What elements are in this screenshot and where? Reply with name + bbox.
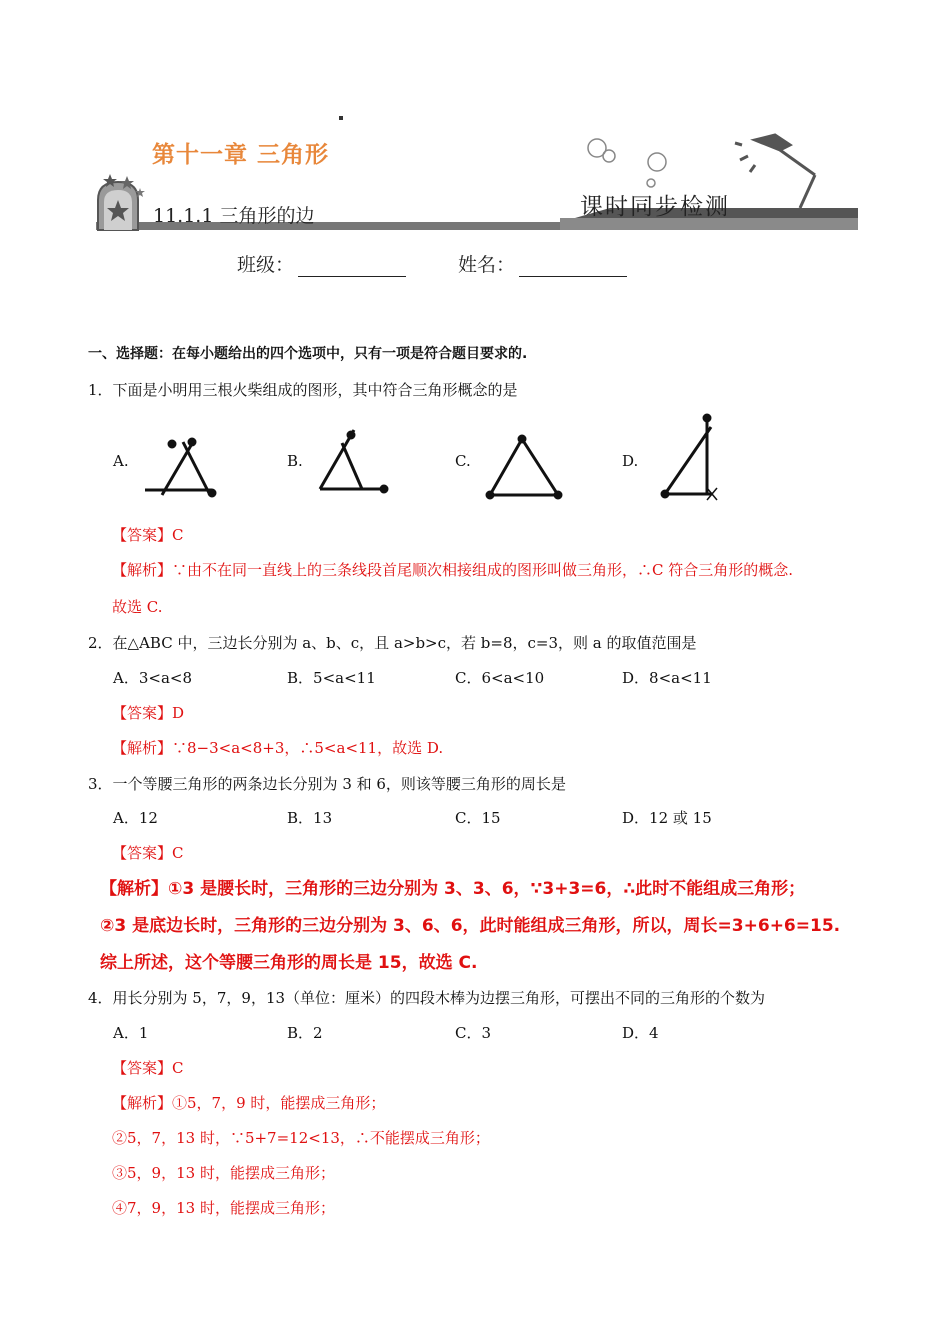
q3-option-a: A．12 <box>113 809 158 827</box>
q1-option-c: C. <box>455 452 471 470</box>
header-banner <box>0 0 950 240</box>
figure-d <box>655 412 725 504</box>
q4-explanation-2: ②5，7，13 时，∵5+7=12<13，∴不能摆成三角形； <box>112 1129 490 1147</box>
q1-answer: 【答案】C <box>112 526 184 544</box>
student-info <box>237 250 679 277</box>
name-label: 姓名： <box>458 254 516 276</box>
q2-answer: 【答案】D <box>112 704 185 722</box>
q2-option-b: B．5<a<11 <box>287 669 376 687</box>
q1-option-d: D. <box>622 452 639 470</box>
q3-explanation-2: ②3 是底边长时，三角形的三边分别为 3、6、6，此时能组成三角形，所以，周长=3+6+6=15. <box>100 916 841 936</box>
tagline: 课时同步检测 <box>580 194 730 220</box>
class-label: 班级： <box>237 254 295 276</box>
q2-explanation: 【解析】∵8−3<a<8+3，∴5<a<11，故选 D. <box>112 739 444 757</box>
q3-answer: 【答案】C <box>112 844 184 862</box>
star-badge-icon <box>98 174 145 230</box>
q3-option-b: B．13 <box>287 809 333 827</box>
q4-answer: 【答案】C <box>112 1059 184 1077</box>
figure-c <box>482 433 567 503</box>
q4-option-b: B．2 <box>287 1024 323 1042</box>
section-heading: 一、选择题：在每小题给出的四个选项中，只有一项是符合题目要求的. <box>88 346 528 362</box>
q4-option-d: D．4 <box>622 1024 659 1042</box>
q1-option-b: B. <box>287 452 303 470</box>
class-field[interactable] <box>298 256 406 277</box>
q3-option-d: D．12 或 15 <box>622 809 712 827</box>
q4-explanation-3: ③5，9，13 时，能摆成三角形； <box>112 1164 335 1182</box>
desk-lamp-icon <box>735 135 815 208</box>
q4-explanation-1: 【解析】①5，7，9 时，能摆成三角形； <box>112 1094 386 1112</box>
q1-explanation: 【解析】∵由不在同一直线上的三条线段首尾顺次相接组成的图形叫做三角形，∴C 符合三角形的概念. <box>112 561 794 579</box>
q4-explanation-4: ④7，9，13 时，能摆成三角形； <box>112 1199 335 1217</box>
lesson-title: 11.1.1 三角形的边 <box>153 205 315 227</box>
q3-explanation-3: 综上所述，这个等腰三角形的周长是 15，故选 C. <box>100 953 478 973</box>
q4-option-a: A．1 <box>113 1024 149 1042</box>
q2-option-a: A．3<a<8 <box>113 669 192 687</box>
q4-stem: 4．用长分别为 5，7，9，13（单位：厘米）的四段木棒为边摆三角形，可摆出不同的三角形的个数为 <box>88 989 766 1007</box>
q1-conclusion: 故选 C. <box>112 598 163 616</box>
chapter-title: 第十一章 三角形 <box>152 142 330 168</box>
figure-b <box>312 425 392 500</box>
q3-stem: 3．一个等腰三角形的两条边长分别为 3 和 6，则该等腰三角形的周长是 <box>88 775 566 793</box>
figure-a <box>140 410 230 505</box>
q3-option-c: C．15 <box>455 809 501 827</box>
q1-stem: 1．下面是小明用三根火柴组成的图形，其中符合三角形概念的是 <box>88 381 518 399</box>
q3-explanation-1: 【解析】①3 是腰长时，三角形的三边分别为 3、3、6，∵3+3=6，∴此时不能组成三角形； <box>100 879 806 899</box>
q4-option-c: C．3 <box>455 1024 492 1042</box>
q2-option-d: D．8<a<11 <box>622 669 712 687</box>
name-field[interactable] <box>519 256 627 277</box>
q2-stem: 2．在△ABC 中，三边长分别为 a、b、c，且 a>b>c，若 b=8，c=3，则 a 的取值范围是 <box>88 634 697 652</box>
q1-option-a: A. <box>113 452 129 470</box>
q2-option-c: C．6<a<10 <box>455 669 545 687</box>
header-dot <box>339 116 343 120</box>
